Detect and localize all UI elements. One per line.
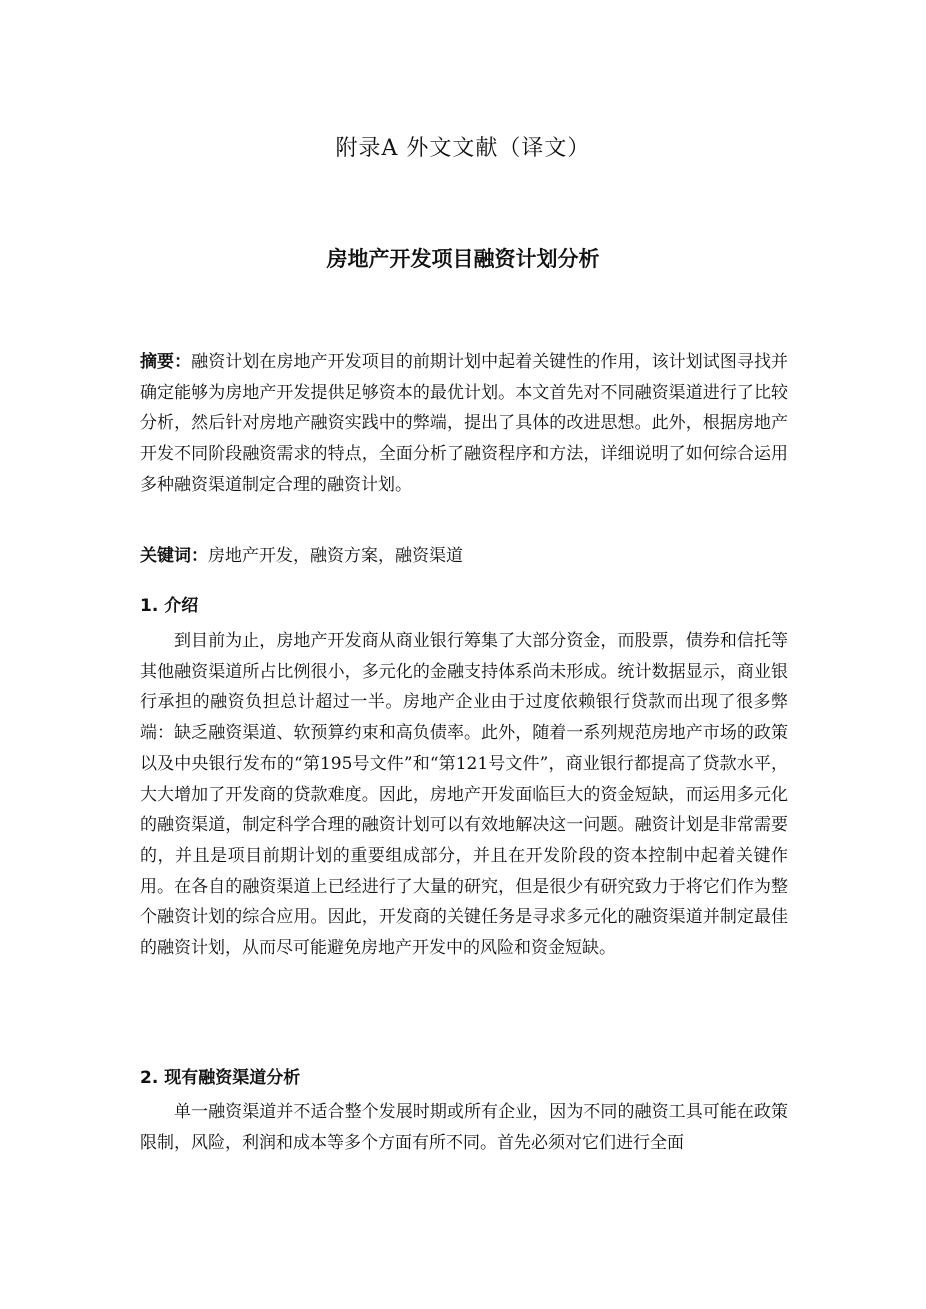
- section-2-heading: 2. 现有融资渠道分析: [140, 1068, 301, 1088]
- abstract-label: 摘要：: [140, 352, 192, 372]
- keywords-text: 房地产开发，融资方案，融资渠道: [208, 546, 463, 566]
- document-title: 房地产开发项目融资计划分析: [326, 247, 600, 271]
- section-2-body: [140, 1097, 788, 1158]
- abstract-paragraph: [140, 347, 788, 501]
- keywords-label: 关键词：: [140, 546, 208, 566]
- section-1-paragraph: 到目前为止，房地产开发商从商业银行筹集了大部分资金，而股票，债券和信托等其他融资渠道所占比例很小，多元化的金融支持体系尚未形成。统计数据显示，商业银行承担的融资负担总计超过一半。房地产企业由于过度依赖银行贷款而出现了很多弊端：缺乏融资渠道、软预算约束和高负债率。此外，随着一系列规范房地产市场的政策以及中央银行发布的“第195号文件”和“第121号文件”，商业银行都提高了贷款水平，大大增加了开发商的贷款难度。因此，房地产开发面临巨大的资金短缺，而运用多元化的融资渠道，制定科学合理的融资计划可以有效地解决这一问题。融资计划是非常需要的，并且是项目前期计划的重要组成部分，并且在开发阶段的资本控制中起着关键作用。在各自的融资渠道上已经进行了大量的研究，但是很少有研究致力于将它们作为整个融资计划的综合应用。因此，开发商的关键任务是寻求多元化的融资渠道并制定最佳的融资计划，从而尽可能避免房地产开发中的风险和资金短缺。: [140, 631, 788, 959]
- appendix-title: 附录A 外文文献（译文）: [335, 136, 591, 161]
- keywords-paragraph: [140, 541, 788, 572]
- section-1-heading: 1. 介绍: [140, 596, 199, 616]
- section-2-paragraph: 单一融资渠道并不适合整个发展时期或所有企业，因为不同的融资工具可能在政策限制，风险，利润和成本等多个方面有所不同。首先必须对它们进行全面: [140, 1102, 788, 1153]
- abstract-text: 融资计划在房地产开发项目的前期计划中起着关键性的作用，该计划试图寻找并确定能够为房地产开发提供足够资本的最优计划。本文首先对不同融资渠道进行了比较分析，然后针对房地产融资实践中的弊端，提出了具体的改进思想。此外，根据房地产开发不同阶段融资需求的特点，全面分析了融资程序和方法，详细说明了如何综合运用多种融资渠道制定合理的融资计划。: [140, 352, 789, 495]
- section-1-body: [140, 626, 788, 964]
